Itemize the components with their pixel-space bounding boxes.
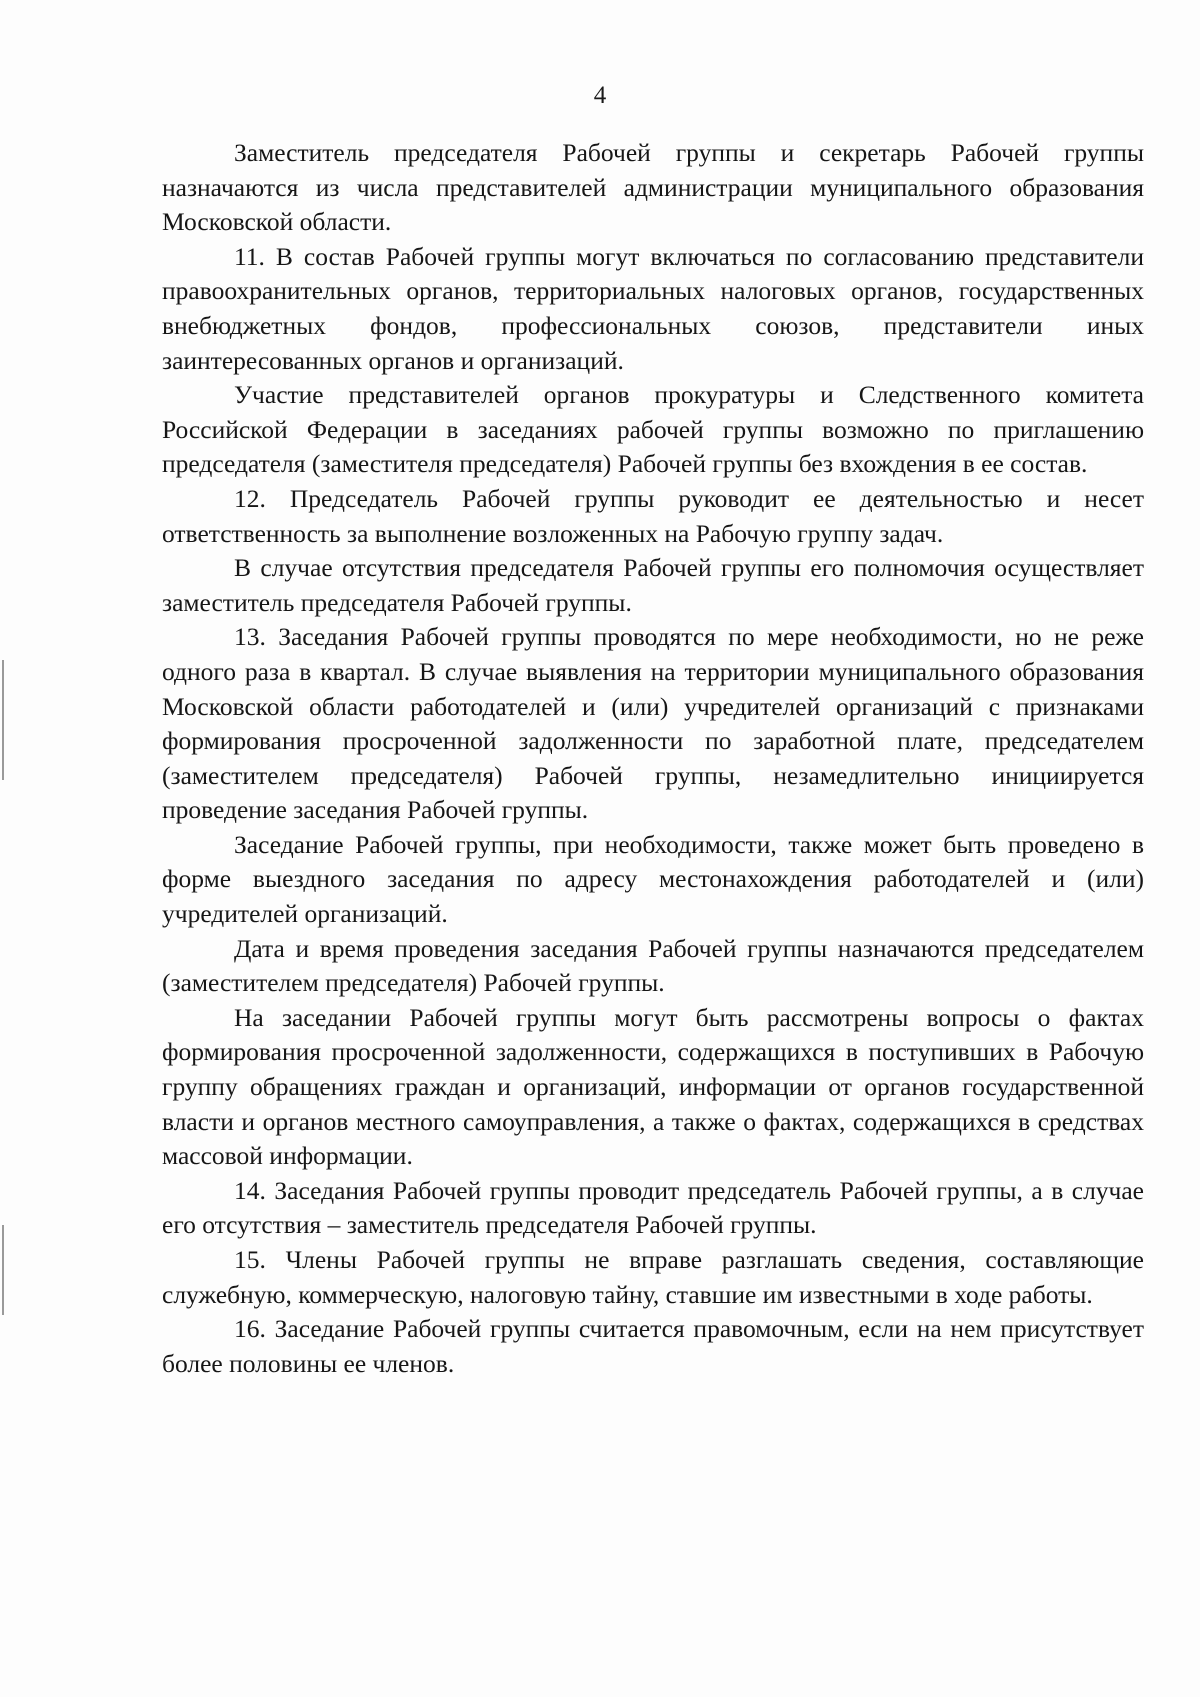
scan-edge-mark [2, 1225, 4, 1315]
paragraph: 13. Заседания Рабочей группы проводятся по мере необходимости, но не реже одного раза в квартал. В случае выявления на территории муниципального образования Московской области работодателей и (или) учредителей организаций с признаками формирования просроченной задолженности по заработной плате, председателем (заместителем председателя) Рабочей группы, незамедлительно инициируется проведение заседания Рабочей группы. [162, 622, 1144, 825]
page-number: 4 [593, 82, 607, 109]
paragraph: 15. Члены Рабочей группы не вправе разглашать сведения, составляющие служебную, коммерческую, налоговую тайну, ставшие им известными в ходе работы. [162, 1245, 1144, 1309]
paragraph: Участие представителей органов прокуратуры и Следственного комитета Российской Федерации в заседаниях рабочей группы возможно по приглашению председателя (заместителя председателя) Рабочей группы без вхождения в ее состав. [162, 380, 1144, 479]
paragraph: 12. Председатель Рабочей группы руководит ее деятельностью и несет ответственность за выполнение возложенных на Рабочую группу задач. [162, 483, 1144, 548]
paragraph: Заместитель председателя Рабочей группы и секретарь Рабочей группы назначаются из числа представителей администрации муниципального образования Московской области. [162, 138, 1144, 237]
paragraph: Заседание Рабочей группы, при необходимости, также может быть проведено в форме выездного заседания по адресу местонахождения работодателей и (или) учредителей организаций. [162, 829, 1144, 929]
paragraph: Дата и время проведения заседания Рабочей группы назначаются председателем (заместителем председателя) Рабочей группы. [162, 933, 1144, 998]
paragraph: 11. В состав Рабочей группы могут включаться по согласованию представители правоохранительных органов, территориальных налоговых органов, государственных внебюджетных фондов, профессиональных союзов, представители иных заинтересованных органов и организаций. [162, 241, 1144, 375]
paragraph: 14. Заседания Рабочей группы проводит председатель Рабочей группы, а в случае его отсутствия – заместитель председателя Рабочей группы. [162, 1175, 1144, 1240]
paragraph: 16. Заседание Рабочей группы считается правомочным, если на нем присутствует более половины ее членов. [162, 1314, 1144, 1378]
document-body [162, 136, 1144, 1381]
paragraph: В случае отсутствия председателя Рабочей группы его полномочия осуществляет заместитель председателя Рабочей группы. [162, 553, 1144, 617]
scan-edge-mark [2, 660, 4, 780]
paragraph: На заседании Рабочей группы могут быть рассмотрены вопросы о фактах формирования просроченной задолженности, содержащихся в поступивших в Рабочую группу обращениях граждан и организаций, информации от органов государственной власти и органов местного самоуправления, а также о фактах, содержащихся в средствах массовой информации. [162, 1002, 1144, 1171]
